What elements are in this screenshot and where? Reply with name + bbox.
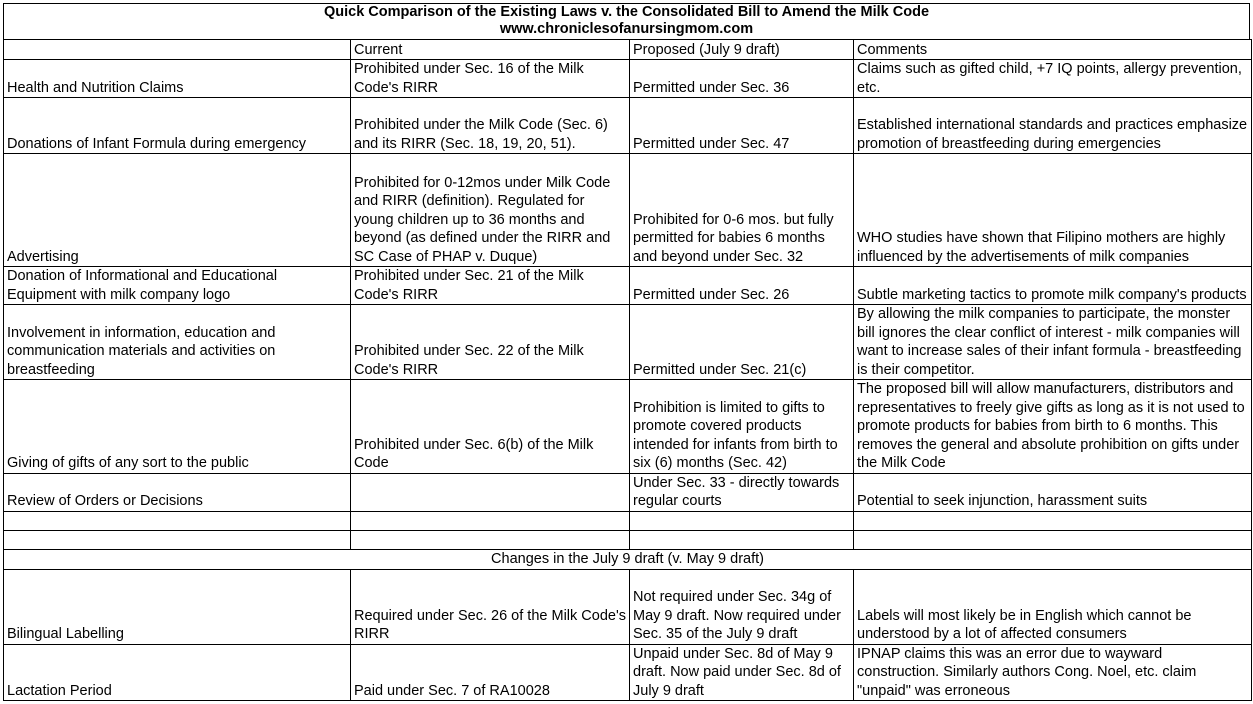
- row-proposed: Prohibited for 0-6 mos. but fully permitted for babies 6 months and beyond under Sec. 32: [630, 154, 854, 267]
- comparison-table: [3, 39, 1252, 701]
- section-title: Changes in the July 9 draft (v. May 9 draft): [4, 549, 1252, 569]
- row-comments: Labels will most likely be in English which cannot be understood by a lot of affected consumers: [854, 569, 1252, 644]
- row-topic: Lactation Period: [4, 644, 351, 701]
- row-topic: Bilingual Labelling: [4, 569, 351, 644]
- table-row: [4, 305, 1252, 380]
- header-topic: [4, 40, 351, 60]
- header-row: [4, 40, 1252, 60]
- row-topic: Donation of Informational and Educational Equipment with milk company logo: [4, 267, 351, 305]
- row-current: Prohibited for 0-12mos under Milk Code and RIRR (definition). Regulated for young children up to 36 months and beyond (as defined under the RIRR and SC Case of PHAP v. Duque): [351, 154, 630, 267]
- header-comments: Comments: [854, 40, 1252, 60]
- row-proposed: Not required under Sec. 34g of May 9 draft. Now required under Sec. 35 of the July 9 draft: [630, 569, 854, 644]
- row-topic: Involvement in information, education and communication materials and activities on breastfeeding: [4, 305, 351, 380]
- row-current: Prohibited under Sec. 6(b) of the Milk Code: [351, 380, 630, 474]
- row-proposed: Unpaid under Sec. 8d of May 9 draft. Now paid under Sec. 8d of July 9 draft: [630, 644, 854, 701]
- row-topic: Giving of gifts of any sort to the public: [4, 380, 351, 474]
- row-proposed: Permitted under Sec. 26: [630, 267, 854, 305]
- row-topic: Donations of Infant Formula during emergency: [4, 98, 351, 154]
- row-current: Required under Sec. 26 of the Milk Code's RIRR: [351, 569, 630, 644]
- table-row: [4, 98, 1252, 154]
- row-topic: Advertising: [4, 154, 351, 267]
- header-proposed: Proposed (July 9 draft): [630, 40, 854, 60]
- row-topic: Health and Nutrition Claims: [4, 60, 351, 98]
- empty-row: [4, 530, 1252, 549]
- table-row: [4, 154, 1252, 267]
- empty-cell: [630, 511, 854, 530]
- sheet-title: Quick Comparison of the Existing Laws v. the Consolidated Bill to Amend the Milk Code: [323, 4, 930, 20]
- table-row: [4, 569, 1252, 644]
- row-proposed: Under Sec. 33 - directly towards regular courts: [630, 473, 854, 511]
- row-topic: Review of Orders or Decisions: [4, 473, 351, 511]
- row-comments: WHO studies have shown that Filipino mothers are highly influenced by the advertisements of milk companies: [854, 154, 1252, 267]
- row-current: Prohibited under Sec. 16 of the Milk Code's RIRR: [351, 60, 630, 98]
- row-current: Prohibited under Sec. 22 of the Milk Code's RIRR: [351, 305, 630, 380]
- header-current: Current: [351, 40, 630, 60]
- section-title-row: [4, 549, 1252, 569]
- empty-row: [4, 511, 1252, 530]
- empty-cell: [351, 530, 630, 549]
- row-current: Prohibited under the Milk Code (Sec. 6) and its RIRR (Sec. 18, 19, 20, 51).: [351, 98, 630, 154]
- empty-cell: [4, 530, 351, 549]
- empty-cell: [351, 511, 630, 530]
- row-current: [351, 473, 630, 511]
- table-row: [4, 267, 1252, 305]
- empty-cell: [630, 530, 854, 549]
- title-block: [3, 3, 1250, 39]
- table-row: [4, 473, 1252, 511]
- row-proposed: Permitted under Sec. 21(c): [630, 305, 854, 380]
- empty-cell: [854, 511, 1252, 530]
- row-comments: Subtle marketing tactics to promote milk company's products: [854, 267, 1252, 305]
- row-comments: Claims such as gifted child, +7 IQ points, allergy prevention, etc.: [854, 60, 1252, 98]
- row-comments: IPNAP claims this was an error due to wayward construction. Similarly authors Cong. Noel, etc. claim "unpaid" was erroneous: [854, 644, 1252, 701]
- row-comments: Potential to seek injunction, harassment suits: [854, 473, 1252, 511]
- table-row: [4, 644, 1252, 701]
- empty-cell: [854, 530, 1252, 549]
- row-proposed: Prohibition is limited to gifts to promote covered products intended for infants from birth to six (6) months (Sec. 42): [630, 380, 854, 474]
- row-comments: The proposed bill will allow manufacturers, distributors and representatives to freely give gifts as long as it is not used to promote products for babies from birth to 6 months. This removes the general and absolute prohibition on gifts under the Milk Code: [854, 380, 1252, 474]
- row-current: Paid under Sec. 7 of RA10028: [351, 644, 630, 701]
- row-current: Prohibited under Sec. 21 of the Milk Code's RIRR: [351, 267, 630, 305]
- empty-cell: [4, 511, 351, 530]
- row-comments: By allowing the milk companies to participate, the monster bill ignores the clear conflict of interest - milk companies will want to increase sales of their infant formula - breastfeeding is their competitor.: [854, 305, 1252, 380]
- table-row: [4, 380, 1252, 474]
- source-url: www.chroniclesofanursingmom.com: [499, 21, 754, 37]
- row-proposed: Permitted under Sec. 36: [630, 60, 854, 98]
- row-proposed: Permitted under Sec. 47: [630, 98, 854, 154]
- table-row: [4, 60, 1252, 98]
- row-comments: Established international standards and practices emphasize promotion of breastfeeding during emergencies: [854, 98, 1252, 154]
